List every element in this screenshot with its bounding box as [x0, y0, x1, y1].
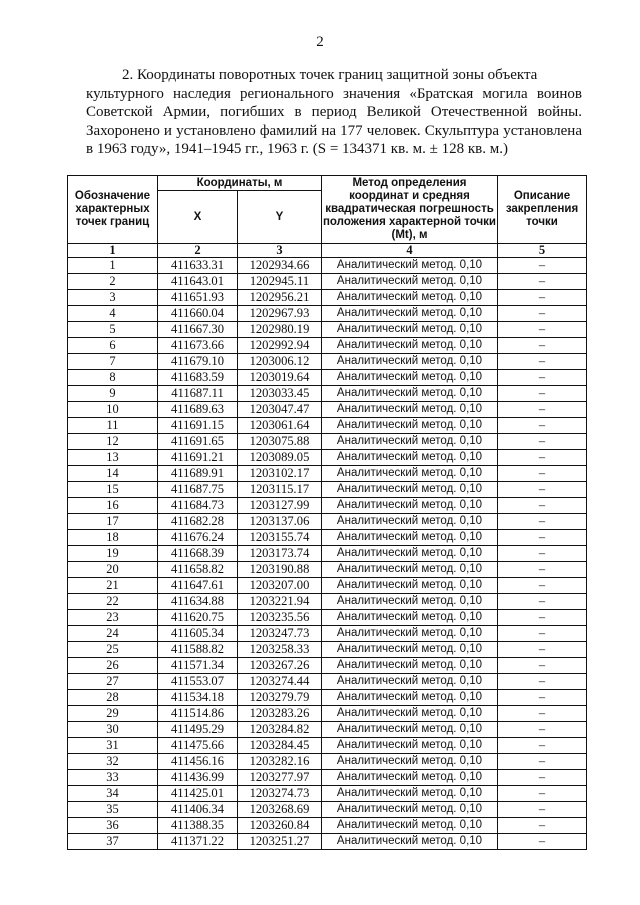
method-cell: Аналитический метод. 0,10 [322, 370, 498, 386]
point-number-cell: 4 [68, 306, 158, 322]
point-number-cell: 21 [68, 578, 158, 594]
description-cell: – [498, 594, 587, 610]
table-row [68, 354, 587, 370]
method-cell: Аналитический метод. 0,10 [322, 530, 498, 546]
y-coordinate-cell: 1203274.44 [238, 674, 322, 690]
point-number-cell: 36 [68, 818, 158, 834]
y-coordinate-cell: 1203061.64 [238, 418, 322, 434]
method-cell: Аналитический метод. 0,10 [322, 770, 498, 786]
method-cell: Аналитический метод. 0,10 [322, 626, 498, 642]
method-cell: Аналитический метод. 0,10 [322, 514, 498, 530]
table-row [68, 738, 587, 754]
table-row [68, 482, 587, 498]
table-row [68, 578, 587, 594]
point-number-cell: 1 [68, 258, 158, 274]
table-row [68, 562, 587, 578]
x-coordinate-cell: 411620.75 [158, 610, 238, 626]
method-cell: Аналитический метод. 0,10 [322, 418, 498, 434]
point-number-cell: 3 [68, 290, 158, 306]
y-coordinate-cell: 1203268.69 [238, 802, 322, 818]
point-number-cell: 17 [68, 514, 158, 530]
table-row [68, 386, 587, 402]
x-coordinate-cell: 411388.35 [158, 818, 238, 834]
description-cell: – [498, 386, 587, 402]
x-coordinate-cell: 411634.88 [158, 594, 238, 610]
column-number: 3 [238, 244, 322, 258]
x-coordinate-cell: 411687.75 [158, 482, 238, 498]
point-number-cell: 8 [68, 370, 158, 386]
description-cell: – [498, 402, 587, 418]
x-coordinate-cell: 411534.18 [158, 690, 238, 706]
point-number-cell: 28 [68, 690, 158, 706]
table-row [68, 306, 587, 322]
y-coordinate-cell: 1202934.66 [238, 258, 322, 274]
table-row [68, 690, 587, 706]
y-coordinate-cell: 1203284.82 [238, 722, 322, 738]
y-coordinate-cell: 1203251.27 [238, 834, 322, 850]
description-cell: – [498, 258, 587, 274]
column-number: 2 [158, 244, 238, 258]
table-row [68, 610, 587, 626]
x-coordinate-cell: 411673.66 [158, 338, 238, 354]
method-cell: Аналитический метод. 0,10 [322, 498, 498, 514]
y-coordinate-cell: 1203207.00 [238, 578, 322, 594]
y-coordinate-cell: 1203115.17 [238, 482, 322, 498]
y-coordinate-cell: 1203137.06 [238, 514, 322, 530]
table-row [68, 370, 587, 386]
column-number: 4 [322, 244, 498, 258]
description-cell: – [498, 354, 587, 370]
table-row [68, 434, 587, 450]
table-row [68, 290, 587, 306]
description-cell: – [498, 706, 587, 722]
x-coordinate-cell: 411475.66 [158, 738, 238, 754]
x-coordinate-cell: 411571.34 [158, 658, 238, 674]
table-row [68, 338, 587, 354]
table-body [68, 258, 587, 850]
description-cell: – [498, 418, 587, 434]
table-row [68, 786, 587, 802]
x-coordinate-cell: 411687.11 [158, 386, 238, 402]
table-row [68, 722, 587, 738]
method-cell: Аналитический метод. 0,10 [322, 818, 498, 834]
point-number-cell: 25 [68, 642, 158, 658]
description-cell: – [498, 482, 587, 498]
description-cell: – [498, 658, 587, 674]
method-cell: Аналитический метод. 0,10 [322, 258, 498, 274]
table-row [68, 818, 587, 834]
y-coordinate-cell: 1202956.21 [238, 290, 322, 306]
point-number-cell: 23 [68, 610, 158, 626]
y-coordinate-cell: 1203190.88 [238, 562, 322, 578]
method-cell: Аналитический метод. 0,10 [322, 338, 498, 354]
x-coordinate-cell: 411643.01 [158, 274, 238, 290]
method-cell: Аналитический метод. 0,10 [322, 354, 498, 370]
y-coordinate-cell: 1203221.94 [238, 594, 322, 610]
table-row [68, 322, 587, 338]
method-cell: Аналитический метод. 0,10 [322, 290, 498, 306]
table-row [68, 418, 587, 434]
table-row [68, 498, 587, 514]
description-cell: – [498, 754, 587, 770]
x-coordinate-cell: 411456.16 [158, 754, 238, 770]
x-coordinate-cell: 411658.82 [158, 562, 238, 578]
point-number-cell: 32 [68, 754, 158, 770]
point-number-cell: 29 [68, 706, 158, 722]
intro-text: культурного наследия регионального значения «Братская могила воинов Советской Армии, погибших в период Великой Отечественной войны. Захоронено и установлено фамилий на 177 человек. Скульптура установлена в 1963 году», 1941–1945 гг., 1963 г. (S = 134371 кв. м. ± 128 кв. м.) [86, 85, 582, 157]
table-row [68, 674, 587, 690]
table-row [68, 754, 587, 770]
method-cell: Аналитический метод. 0,10 [322, 834, 498, 850]
y-coordinate-cell: 1203019.64 [238, 370, 322, 386]
description-cell: – [498, 674, 587, 690]
method-cell: Аналитический метод. 0,10 [322, 610, 498, 626]
table-row [68, 626, 587, 642]
x-coordinate-cell: 411605.34 [158, 626, 238, 642]
description-cell: – [498, 274, 587, 290]
table-row [68, 450, 587, 466]
point-number-cell: 9 [68, 386, 158, 402]
point-number-cell: 12 [68, 434, 158, 450]
description-cell: – [498, 450, 587, 466]
y-coordinate-cell: 1203235.56 [238, 610, 322, 626]
y-coordinate-cell: 1203267.26 [238, 658, 322, 674]
description-cell: – [498, 322, 587, 338]
table-row [68, 802, 587, 818]
y-coordinate-cell: 1202967.93 [238, 306, 322, 322]
method-cell: Аналитический метод. 0,10 [322, 562, 498, 578]
description-cell: – [498, 770, 587, 786]
method-cell: Аналитический метод. 0,10 [322, 754, 498, 770]
y-coordinate-cell: 1203155.74 [238, 530, 322, 546]
y-coordinate-cell: 1203274.73 [238, 786, 322, 802]
point-number-cell: 18 [68, 530, 158, 546]
method-cell: Аналитический метод. 0,10 [322, 674, 498, 690]
point-number-cell: 31 [68, 738, 158, 754]
method-cell: Аналитический метод. 0,10 [322, 786, 498, 802]
description-cell: – [498, 514, 587, 530]
point-number-cell: 26 [68, 658, 158, 674]
y-coordinate-cell: 1203102.17 [238, 466, 322, 482]
page-number: 2 [316, 34, 324, 50]
header-method: Метод определения координат и средняя квадратическая погрешность положения характерной точки (Mt), м [322, 176, 498, 244]
column-number: 5 [498, 244, 587, 258]
method-cell: Аналитический метод. 0,10 [322, 658, 498, 674]
table-row [68, 642, 587, 658]
point-number-cell: 14 [68, 466, 158, 482]
description-cell: – [498, 690, 587, 706]
point-number-cell: 10 [68, 402, 158, 418]
method-cell: Аналитический метод. 0,10 [322, 690, 498, 706]
x-coordinate-cell: 411691.65 [158, 434, 238, 450]
header-y: Y [238, 191, 322, 244]
y-coordinate-cell: 1203247.73 [238, 626, 322, 642]
y-coordinate-cell: 1203283.26 [238, 706, 322, 722]
point-number-cell: 5 [68, 322, 158, 338]
description-cell: – [498, 338, 587, 354]
method-cell: Аналитический метод. 0,10 [322, 802, 498, 818]
point-number-cell: 2 [68, 274, 158, 290]
method-cell: Аналитический метод. 0,10 [322, 642, 498, 658]
x-coordinate-cell: 411651.93 [158, 290, 238, 306]
table-row [68, 546, 587, 562]
y-coordinate-cell: 1203279.79 [238, 690, 322, 706]
description-cell: – [498, 434, 587, 450]
x-coordinate-cell: 411676.24 [158, 530, 238, 546]
y-coordinate-cell: 1203282.16 [238, 754, 322, 770]
description-cell: – [498, 370, 587, 386]
method-cell: Аналитический метод. 0,10 [322, 482, 498, 498]
y-coordinate-cell: 1203127.99 [238, 498, 322, 514]
description-cell: – [498, 562, 587, 578]
x-coordinate-cell: 411668.39 [158, 546, 238, 562]
intro-paragraph [86, 66, 582, 159]
method-cell: Аналитический метод. 0,10 [322, 722, 498, 738]
x-coordinate-cell: 411406.34 [158, 802, 238, 818]
description-cell: – [498, 466, 587, 482]
table-row [68, 834, 587, 850]
description-cell: – [498, 834, 587, 850]
description-cell: – [498, 546, 587, 562]
x-coordinate-cell: 411691.21 [158, 450, 238, 466]
column-number: 1 [68, 244, 158, 258]
table-row [68, 706, 587, 722]
y-coordinate-cell: 1202980.19 [238, 322, 322, 338]
description-cell: – [498, 818, 587, 834]
point-number-cell: 6 [68, 338, 158, 354]
y-coordinate-cell: 1203260.84 [238, 818, 322, 834]
point-number-cell: 20 [68, 562, 158, 578]
point-number-cell: 27 [68, 674, 158, 690]
description-cell: – [498, 786, 587, 802]
method-cell: Аналитический метод. 0,10 [322, 466, 498, 482]
table-row [68, 530, 587, 546]
x-coordinate-cell: 411514.86 [158, 706, 238, 722]
y-coordinate-cell: 1203277.97 [238, 770, 322, 786]
method-cell: Аналитический метод. 0,10 [322, 706, 498, 722]
method-cell: Аналитический метод. 0,10 [322, 402, 498, 418]
point-number-cell: 35 [68, 802, 158, 818]
x-coordinate-cell: 411647.61 [158, 578, 238, 594]
description-cell: – [498, 802, 587, 818]
description-cell: – [498, 578, 587, 594]
x-coordinate-cell: 411689.63 [158, 402, 238, 418]
point-number-cell: 11 [68, 418, 158, 434]
method-cell: Аналитический метод. 0,10 [322, 450, 498, 466]
method-cell: Аналитический метод. 0,10 [322, 594, 498, 610]
point-number-cell: 22 [68, 594, 158, 610]
method-cell: Аналитический метод. 0,10 [322, 578, 498, 594]
method-cell: Аналитический метод. 0,10 [322, 274, 498, 290]
table-row [68, 594, 587, 610]
y-coordinate-cell: 1203047.47 [238, 402, 322, 418]
description-cell: – [498, 626, 587, 642]
description-cell: – [498, 610, 587, 626]
intro-first-line: 2. Координаты поворотных точек границ защитной зоны объекта [122, 67, 538, 83]
table-row [68, 274, 587, 290]
description-cell: – [498, 530, 587, 546]
table-row [68, 658, 587, 674]
x-coordinate-cell: 411667.30 [158, 322, 238, 338]
x-coordinate-cell: 411679.10 [158, 354, 238, 370]
description-cell: – [498, 738, 587, 754]
x-coordinate-cell: 411683.59 [158, 370, 238, 386]
table-row [68, 402, 587, 418]
x-coordinate-cell: 411436.99 [158, 770, 238, 786]
y-coordinate-cell: 1203173.74 [238, 546, 322, 562]
description-cell: – [498, 290, 587, 306]
table-row [68, 466, 587, 482]
method-cell: Аналитический метод. 0,10 [322, 546, 498, 562]
method-cell: Аналитический метод. 0,10 [322, 386, 498, 402]
table-row [68, 514, 587, 530]
coordinates-table [67, 175, 587, 850]
x-coordinate-cell: 411588.82 [158, 642, 238, 658]
header-description: Описание закрепления точки [498, 176, 587, 244]
method-cell: Аналитический метод. 0,10 [322, 306, 498, 322]
point-number-cell: 19 [68, 546, 158, 562]
x-coordinate-cell: 411660.04 [158, 306, 238, 322]
description-cell: – [498, 642, 587, 658]
table-header [68, 176, 587, 258]
y-coordinate-cell: 1203284.45 [238, 738, 322, 754]
y-coordinate-cell: 1203089.05 [238, 450, 322, 466]
header-coordinates: Координаты, м [158, 176, 322, 191]
x-coordinate-cell: 411495.29 [158, 722, 238, 738]
method-cell: Аналитический метод. 0,10 [322, 322, 498, 338]
y-coordinate-cell: 1203033.45 [238, 386, 322, 402]
x-coordinate-cell: 411682.28 [158, 514, 238, 530]
x-coordinate-cell: 411425.01 [158, 786, 238, 802]
y-coordinate-cell: 1203258.33 [238, 642, 322, 658]
table-row [68, 770, 587, 786]
point-number-cell: 37 [68, 834, 158, 850]
description-cell: – [498, 306, 587, 322]
y-coordinate-cell: 1202945.11 [238, 274, 322, 290]
header-designation: Обозначение характерных точек границ [68, 176, 158, 244]
description-cell: – [498, 722, 587, 738]
method-cell: Аналитический метод. 0,10 [322, 434, 498, 450]
y-coordinate-cell: 1203006.12 [238, 354, 322, 370]
y-coordinate-cell: 1202992.94 [238, 338, 322, 354]
y-coordinate-cell: 1203075.88 [238, 434, 322, 450]
method-cell: Аналитический метод. 0,10 [322, 738, 498, 754]
x-coordinate-cell: 411684.73 [158, 498, 238, 514]
table-row [68, 258, 587, 274]
point-number-cell: 24 [68, 626, 158, 642]
point-number-cell: 13 [68, 450, 158, 466]
x-coordinate-cell: 411633.31 [158, 258, 238, 274]
point-number-cell: 30 [68, 722, 158, 738]
x-coordinate-cell: 411689.91 [158, 466, 238, 482]
point-number-cell: 33 [68, 770, 158, 786]
header-x: X [158, 191, 238, 244]
description-cell: – [498, 498, 587, 514]
x-coordinate-cell: 411691.15 [158, 418, 238, 434]
point-number-cell: 34 [68, 786, 158, 802]
point-number-cell: 7 [68, 354, 158, 370]
point-number-cell: 15 [68, 482, 158, 498]
point-number-cell: 16 [68, 498, 158, 514]
x-coordinate-cell: 411371.22 [158, 834, 238, 850]
x-coordinate-cell: 411553.07 [158, 674, 238, 690]
